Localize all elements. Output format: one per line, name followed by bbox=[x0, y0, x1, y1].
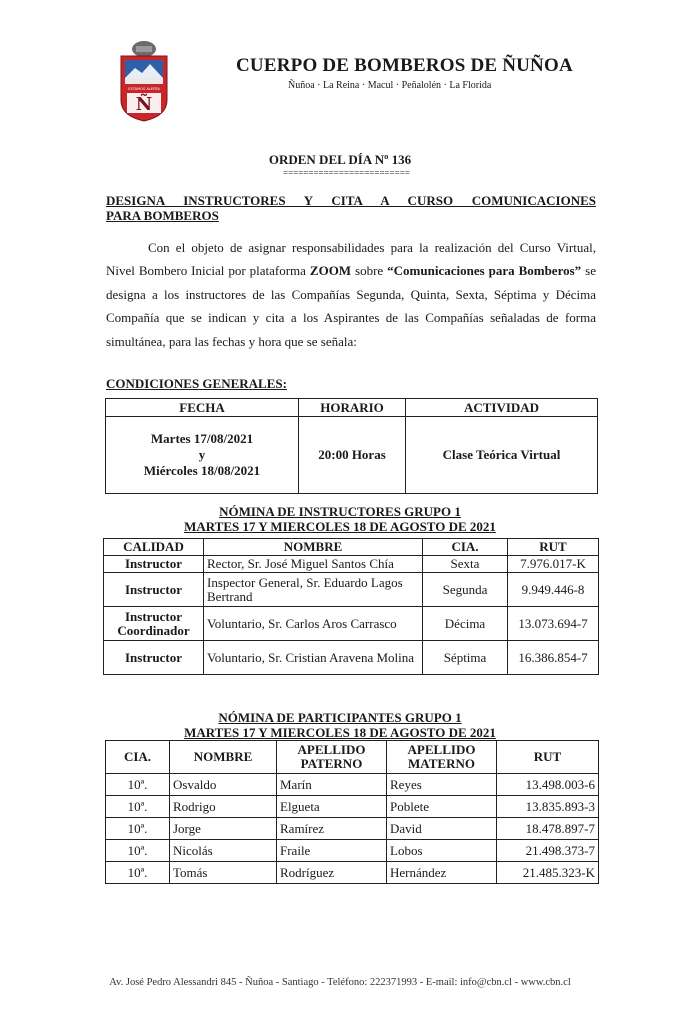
participant-cia: 10ª. bbox=[106, 840, 170, 862]
participant-paterno: Elgueta bbox=[277, 796, 387, 818]
participant-materno: David bbox=[387, 818, 497, 840]
instructor-cia: Segunda bbox=[423, 573, 508, 607]
table-header-row bbox=[104, 539, 599, 556]
organization-communes: Ñuñoa · La Reina · Macul · Peñalolén · La Florida bbox=[288, 80, 492, 91]
table-row bbox=[106, 774, 599, 796]
instructor-name: Inspector General, Sr. Eduardo Lagos Bertrand bbox=[204, 573, 423, 607]
participant-name: Nicolás bbox=[170, 840, 277, 862]
column-header: RUT bbox=[508, 539, 599, 556]
participants-title: NÓMINA DE PARTICIPANTES GRUPO 1 bbox=[218, 710, 462, 725]
instructor-name: Rector, Sr. José Miguel Santos Chía bbox=[204, 556, 423, 573]
participant-rut: 21.485.323-K bbox=[497, 862, 599, 884]
intro-text-2: sobre bbox=[351, 263, 388, 279]
instructor-name: Voluntario, Sr. Carlos Aros Carrasco bbox=[204, 607, 423, 641]
footer-contact: Av. José Pedro Alessandri 845 - Ñuñoa - Santiago - Teléfono: 222371993 - E-mail: info@cbn.cl - www.cbn.cl bbox=[109, 977, 571, 988]
participant-name: Rodrigo bbox=[170, 796, 277, 818]
instructors-title: NÓMINA DE INSTRUCTORES GRUPO 1 bbox=[219, 504, 461, 519]
table-row bbox=[104, 573, 599, 607]
participant-rut: 21.498.373-7 bbox=[497, 840, 599, 862]
column-header: HORARIO bbox=[299, 399, 406, 417]
table-header-row bbox=[106, 741, 599, 774]
participants-subtitle: MARTES 17 Y MIERCOLES 18 DE AGOSTO DE 2021 bbox=[184, 725, 496, 740]
column-header: APELLIDO MATERNO bbox=[387, 741, 497, 774]
participant-rut: 13.498.003-6 bbox=[497, 774, 599, 796]
column-header: FECHA bbox=[106, 399, 299, 417]
column-header: APELLIDO PATERNO bbox=[277, 741, 387, 774]
participant-rut: 13.835.893-3 bbox=[497, 796, 599, 818]
intro-paragraph bbox=[106, 236, 596, 353]
participant-paterno: Ramírez bbox=[277, 818, 387, 840]
date-line: Martes 17/08/2021 bbox=[150, 431, 254, 446]
intro-text-1: Con el objeto de asignar responsabilidades para la realización del Curso Virtual, Nivel Bombero Inicial por plataforma bbox=[106, 240, 596, 279]
table-header-row bbox=[106, 399, 598, 417]
participant-cia: 10ª. bbox=[106, 818, 170, 840]
participant-paterno: Marín bbox=[277, 774, 387, 796]
participant-cia: 10ª. bbox=[106, 796, 170, 818]
table-row bbox=[106, 862, 599, 884]
instructor-role: Instructor bbox=[104, 556, 204, 573]
participant-cia: 10ª. bbox=[106, 862, 170, 884]
instructor-cia: Sexta bbox=[423, 556, 508, 573]
instructor-rut: 16.386.854-7 bbox=[508, 641, 599, 675]
instructors-subtitle: MARTES 17 Y MIERCOLES 18 DE AGOSTO DE 2021 bbox=[184, 519, 496, 534]
order-title: ORDEN DEL DÍA Nº 136 bbox=[268, 152, 412, 167]
table-row bbox=[104, 607, 599, 641]
order-subject-line2: PARA BOMBEROS bbox=[106, 208, 219, 223]
instructor-role: Instructor bbox=[104, 573, 204, 607]
participant-name: Osvaldo bbox=[170, 774, 277, 796]
table-row bbox=[104, 641, 599, 675]
table-row bbox=[104, 556, 599, 573]
instructor-rut: 7.976.017-K bbox=[508, 556, 599, 573]
column-header: CIA. bbox=[106, 741, 170, 774]
organization-name: CUERPO DE BOMBEROS DE ÑUÑOA bbox=[236, 55, 573, 76]
column-header: ACTIVIDAD bbox=[406, 399, 598, 417]
intro-platform: ZOOM bbox=[309, 263, 352, 279]
participant-rut: 18.478.897-7 bbox=[497, 818, 599, 840]
column-header: CALIDAD bbox=[104, 539, 204, 556]
participant-paterno: Fraile bbox=[277, 840, 387, 862]
instructor-rut: 9.949.446-8 bbox=[508, 573, 599, 607]
instructors-table bbox=[103, 538, 599, 675]
instructor-cia: Séptima bbox=[423, 641, 508, 675]
instructor-cia: Décima bbox=[423, 607, 508, 641]
participants-table bbox=[105, 740, 599, 884]
column-header: NOMBRE bbox=[170, 741, 277, 774]
intro-course: “Comunicaciones para Bomberos” bbox=[387, 263, 582, 279]
instructor-role: Instructor Coordinador bbox=[104, 607, 204, 641]
instructor-role: Instructor bbox=[104, 641, 204, 675]
participant-name: Jorge bbox=[170, 818, 277, 840]
participant-materno: Reyes bbox=[387, 774, 497, 796]
order-title-underline: ========================= bbox=[283, 168, 410, 178]
conditions-activity: Clase Teórica Virtual bbox=[406, 417, 598, 494]
conditions-date bbox=[106, 417, 299, 494]
fire-department-crest-icon bbox=[118, 40, 170, 122]
order-subject-line1: DESIGNA INSTRUCTORES Y CITA A CURSO COMUNICACIONES bbox=[106, 193, 596, 208]
column-header: RUT bbox=[497, 741, 599, 774]
instructor-name: Voluntario, Sr. Cristian Aravena Molina bbox=[204, 641, 423, 675]
conditions-title: CONDICIONES GENERALES: bbox=[106, 376, 287, 391]
date-line: y bbox=[198, 447, 206, 462]
intro-text-3: se designa a los instructores de las Compañías Segunda, Quinta, Sexta, Séptima y Décima Compañía que se indican y cita a los Aspirantes de las Compañías señaladas de forma simultánea, para las fechas y hora que se señala: bbox=[106, 263, 596, 349]
conditions-table bbox=[105, 398, 598, 494]
date-line: Miércoles 18/08/2021 bbox=[143, 463, 261, 478]
conditions-schedule: 20:00 Horas bbox=[299, 417, 406, 494]
participant-materno: Hernández bbox=[387, 862, 497, 884]
table-row bbox=[106, 796, 599, 818]
participant-name: Tomás bbox=[170, 862, 277, 884]
participant-cia: 10ª. bbox=[106, 774, 170, 796]
column-header: NOMBRE bbox=[204, 539, 423, 556]
logo bbox=[118, 40, 170, 122]
logo-motto: ESTAMOS ALERTA bbox=[128, 87, 160, 91]
instructor-rut: 13.073.694-7 bbox=[508, 607, 599, 641]
participant-materno: Poblete bbox=[387, 796, 497, 818]
table-row bbox=[106, 417, 598, 494]
table-row bbox=[106, 818, 599, 840]
logo-letter: Ñ bbox=[135, 94, 153, 115]
column-header: CIA. bbox=[423, 539, 508, 556]
table-row bbox=[106, 840, 599, 862]
participant-paterno: Rodríguez bbox=[277, 862, 387, 884]
participant-materno: Lobos bbox=[387, 840, 497, 862]
